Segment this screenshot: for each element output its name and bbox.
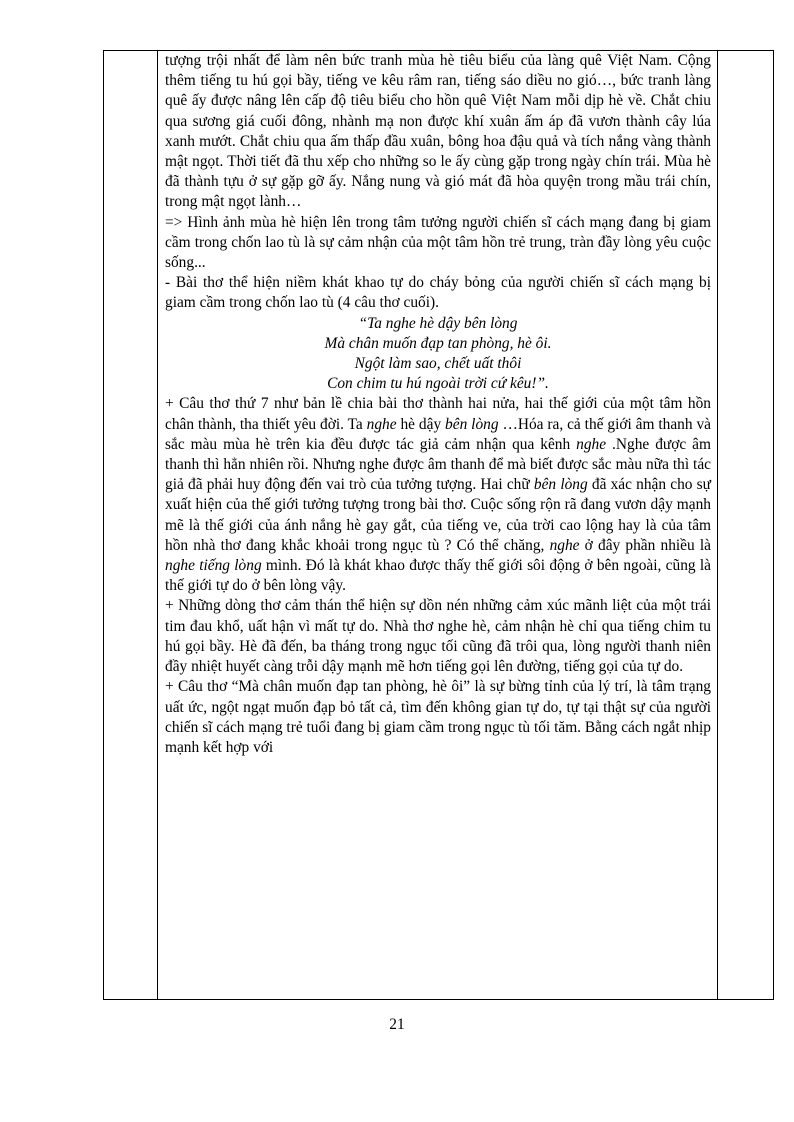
emphasis-nghe-tieng-long: nghe tiếng lòng: [165, 557, 262, 575]
text-run: mình. Đó là khát khao được thấy thế giới sôi động ở bên ngoài, cũng là thế giới tự do ở bên lòng vậy.: [165, 557, 711, 595]
paragraph-verse-seven: [165, 394, 711, 596]
emphasis-nghe: nghe: [366, 415, 397, 433]
paragraph-conclusion: => Hình ảnh mùa hè hiện lên trong tâm tưởng người chiến sĩ cách mạng đang bị giam cầm trong chốn lao tù là sự cảm nhận của một tâm hồn trẻ trung, tràn đầy lòng yêu cuộc sống...: [165, 213, 711, 272]
emphasis-nghe: nghe: [576, 435, 607, 453]
paragraph-verse-analysis: + Câu thơ “Mà chân muốn đạp tan phòng, hè ôi” là sự bừng tỉnh của lý trí, là tâm trạng uất ức, ngột ngạt muốn đạp bỏ tất cả, tìm đến không gian tự do, tự tại thật sự của người chiến sĩ cách mạng trẻ tuổi đang bị giam cầm trong ngục tù tối tăm. Bằng cách ngắt nhịp mạnh kết hợp với: [165, 678, 711, 756]
text-run: + Câu thơ thứ 7 như bản lề chia bài thơ thành hai nửa, hai thế giới của một tâm hồn chân thành, tha thiết yêu đời. Ta: [165, 395, 711, 433]
poem-line-3: Ngột làm sao, chết uất thôi: [354, 355, 522, 373]
left-empty-cell: [104, 51, 158, 1000]
emphasis-ben-long: bên lòng: [533, 476, 588, 494]
text-run: hè dậy: [396, 415, 446, 433]
paragraph-summer-village: tượng trội nhất để làm nên bức tranh mùa hè tiêu biểu của làng quê Việt Nam. Cộng thêm tiếng tu hú gọi bầy, tiếng ve kêu râm ran, tiếng sáo diều no gió…, bức tranh làng quê ấy được nâng lên cấp độ tiêu biểu cho hồn quê Việt Nam mỗi dịp hè về. Chắt chiu qua sương giá cuối đông, nhành mạ non được khí xuân ấm áp đã vươn thành cây lúa xanh mướt. Chắt chiu qua ấm thấp đầu xuân, bông hoa đậu quả và tích nắng vàng thành mật ngọt. Thời tiết đã thu xếp cho những so le ấy cùng gặp trong ngày chín trái. Mùa hè đã thành tựu ở sự gặp gỡ ấy. Nắng nung và gió mát đã hòa quyện trong mầu trái chín, trong mật ngọt lành…: [165, 52, 711, 211]
paragraph-exclamation: + Những dòng thơ cảm thán thể hiện sự dồn nén những cảm xúc mãnh liệt của một trái tim đau khổ, uất hận vì mất tự do. Nhà thơ nghe hè, cảm nhận hè chỉ qua tiếng chim tu hú gọi bầy. Hè đã đến, ba tháng trong ngục tối cũng đã trôi qua, lòng người thanh niên đầy nhiệt huyết càng trỗi dậy mạnh mẽ hơn tiếng gọi lên đường, tiếng gọi của tự do.: [165, 597, 711, 676]
poem-line-2: Mà chân muốn đạp tan phòng, hè ôi.: [324, 334, 552, 352]
poem-line-1: “Ta nghe hè dậy bên lòng: [358, 314, 518, 332]
paragraph-freedom-intro: - Bài thơ thể hiện niềm khát khao tự do cháy bỏng của người chiến sĩ cách mạng bị giam cầm trong chốn lao tù (4 câu thơ cuối).: [165, 274, 711, 312]
table-row: [104, 51, 774, 1000]
document-table: [103, 50, 774, 1000]
right-empty-cell: [718, 51, 774, 1000]
poem-line-4: Con chim tu hú ngoài trời cứ kêu!”.: [327, 375, 549, 393]
text-run: ở đây phần nhiều là: [579, 536, 711, 554]
emphasis-ben-long: bên lòng: [445, 415, 499, 433]
emphasis-nghe: nghe: [549, 536, 580, 554]
text-run: đã xác nhận cho sự xuất hiện của thế giới tưởng tượng trong bài thơ. Cuộc sống rộn rã đang vươn dậy mạnh mẽ là thế giới của ánh nắng hè gay gắt, của tiếng ve, của trời cao lộng hay là của tâm hồn nhà thơ đang khắc khoải trong ngục tù ? Có thể chăng,: [165, 476, 711, 554]
content-text: [158, 51, 717, 758]
text-run: .Nghe được âm thanh thì hẳn nhiên rồi. Nhưng nghe được âm thanh để mà biết được sắc màu nữa thì tác giả đã phải huy động đến vai trò của tưởng tượng. Hai chữ: [165, 435, 711, 494]
page-number: 21: [389, 1016, 405, 1033]
text-run: …Hóa ra, cả thế giới âm thanh và sắc màu mùa hè trên kia đều được tác giả cảm nhận qua kênh: [165, 415, 711, 453]
poem-quote: [165, 314, 711, 395]
content-cell: [158, 51, 718, 1000]
